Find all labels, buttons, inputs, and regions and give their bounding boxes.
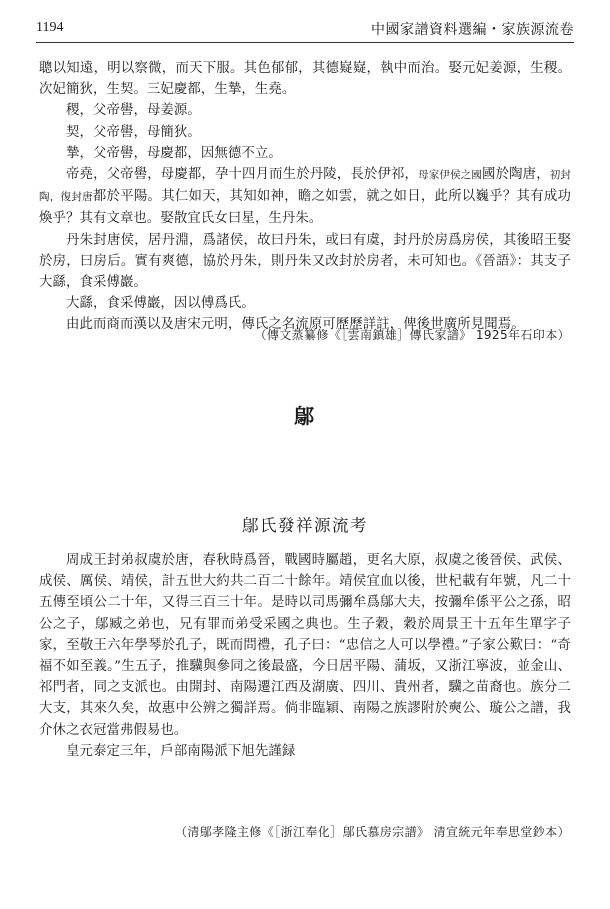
annotation: 母家伊侯之國 (418, 169, 483, 182)
text: 都於平陽。其仁如天，其知如神，瞻之如雲，就之如日，此所以巍乎？其有成功煥乎？其有文章也。娶散宜氏女曰星，生丹朱。 (39, 189, 572, 227)
paragraph: 契，父帝嚳，母簡狄。 (66, 124, 201, 140)
source-citation: （清鄔孝隆主修《［浙江奉化］鄔氏慕房宗譜》 清宣統元年奉思堂鈔本） (174, 825, 570, 839)
paragraph: 周成王封弟叔虞於唐，春秋時爲晉，戰國時屬趙，更名大原，叔虞之後晉侯、武侯、成侯、厲侯、靖侯，計五世大約共二百二十餘年。靖侯宜血以後，世杞載有年號，凡二十五傳至頃公二十年，又得三百三十年。是時以司馬彌牟爲鄔大夫，按彌牟係平公之孫，昭公之子，鄔臧之弟也，兄有罪而弟受采國之典也。生子穀，穀於周景王十五年生單字子家，至敬王六年學琴於孔子，既而問禮，孔子曰：“忠信之人可以學禮。”子家公歎曰：“奇福不如至義。”生五子，推驥與參同之後最盛，今日居平陽、蒲坂，又浙江寧波，並金山、祁門者，同之支派也。由開封、南陽遷江西及湖廣、四川、貴州者，驥之苗裔也。族分二大支，其來久矣，故惠中公辨之獨詳焉。倘非臨穎、南陽之族謬附於奭公、璇公之譜，我介休之衣冠當弗假易也。 (39, 553, 571, 738)
surname-heading: 鄔 (294, 404, 316, 428)
paragraph: 稷，父帝嚳，母姜源。 (66, 103, 201, 119)
paragraph (39, 164, 571, 230)
paragraph: 摯，父帝嚳，母慶都，因無德不立。 (66, 145, 282, 161)
text: 國於陶唐， (482, 167, 550, 183)
text: 帝堯，父帝嚳，母慶都，孕十四月而生於丹陵，長於伊祁， (66, 167, 419, 183)
page-header (36, 16, 574, 43)
signature-line: 皇元泰定三年，戶部南陽派下旭先謹録 (66, 743, 296, 759)
paragraph: 聰以知遠，明以察微，而天下服。其色郁郁，其德嶷嶷，執中而治。娶元妃姜源，生稷。次妃簡狄，生契。三妃慶都，生摯，生堯。 (39, 61, 571, 98)
top-section (39, 58, 571, 336)
paragraph: 丹朱封唐侯，居丹淵，爲諸侯，故曰丹朱，或曰有虞，封丹於房爲房侯，其後昭王娶於房，曰房后。實有爽德，協於丹朱，則丹朱又改封於房者，未可知也。《晉語》：其支子大繇，食采傅巖。 (39, 232, 571, 291)
article-body (39, 550, 571, 762)
running-title: 中國家譜資料選編・家族源流卷 (371, 22, 574, 38)
paragraph: 大繇，食采傅巖，因以傅爲氏。 (66, 296, 255, 312)
paragraph: 由此而商而漢以及唐宋元明，傳氏之名流原可歷歷詳註，俾後世廣所見聞焉。 (66, 317, 525, 333)
source-citation: （傳文蒸纂修《［雲南鎮雄］傳氏家譜》 1925年石印本） (254, 328, 570, 342)
page-number: 1194 (36, 20, 64, 35)
article-title: 鄔氏發祥源流考 (242, 516, 368, 535)
annotation: 初封陶，復封唐 (39, 169, 572, 204)
